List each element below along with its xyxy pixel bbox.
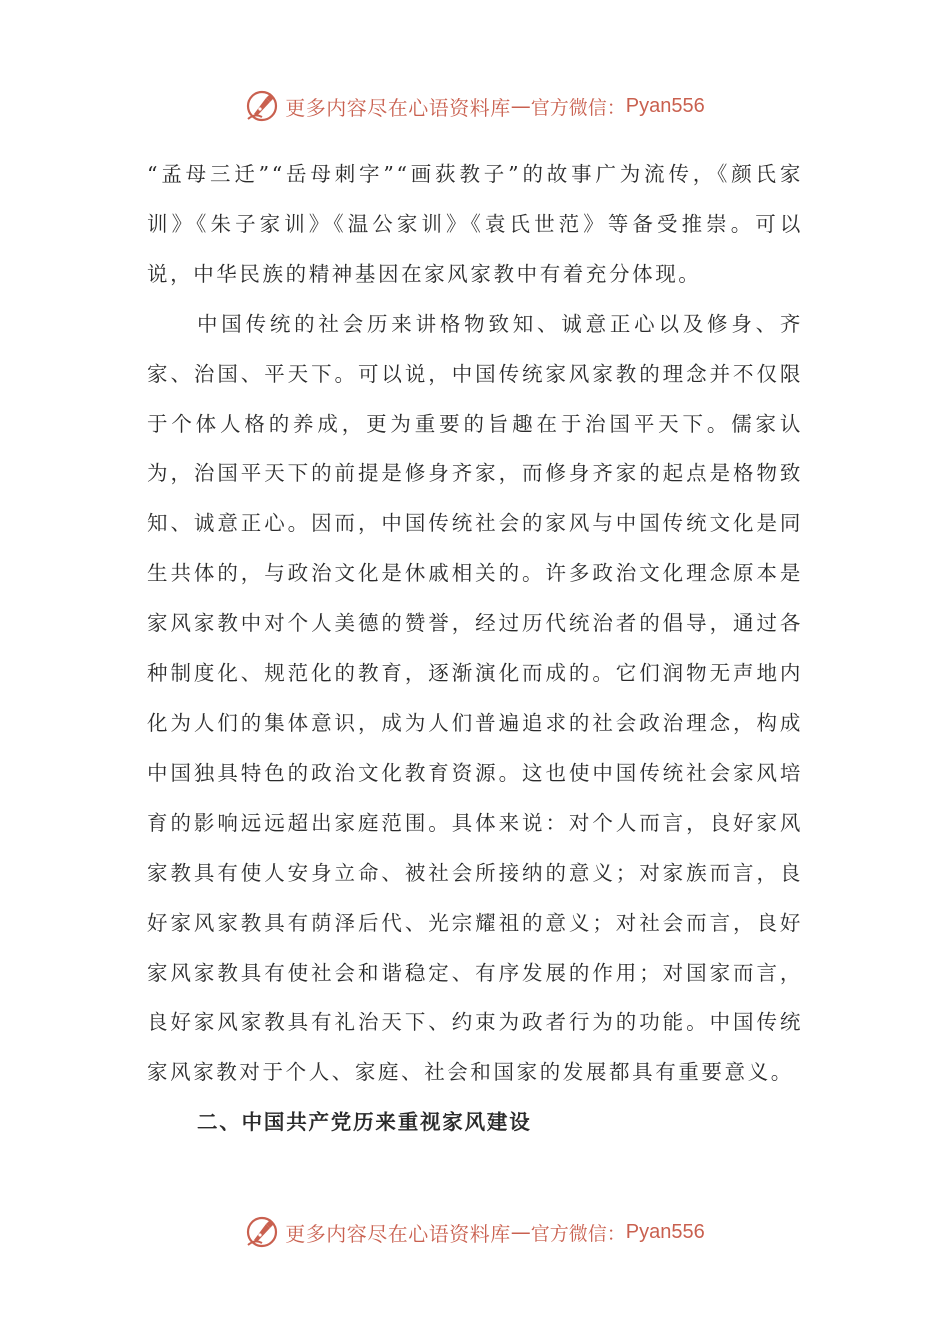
header-banner	[0, 86, 950, 126]
banner-separator: —	[510, 94, 531, 118]
document-body	[147, 150, 803, 1148]
banner-wechat-label: 官方微信：	[530, 96, 626, 119]
pen-nib-logo-icon	[245, 89, 279, 123]
pen-nib-logo-icon	[245, 1215, 279, 1249]
paragraph-1: “孟母三迁”“岳母刺字”“画荻教子”的故事广为流传，《颜氏家训》《朱子家训》《温公家训》《袁氏世范》等备受推崇。可以说，中华民族的精神基因在家风家教中有着充分体现。	[147, 162, 803, 286]
section-heading: 二、中国共产党历来重视家风建设	[197, 1110, 532, 1135]
banner-separator: —	[510, 1220, 531, 1244]
footer-banner	[0, 1212, 950, 1252]
banner-text: 更多内容尽在心语资料库	[285, 1221, 511, 1246]
paragraph-2: 中国传统的社会历来讲格物致知、诚意正心以及修身、齐家、治国、平天下。可以说，中国传统家风家教的理念并不仅限于个体人格的养成，更为重要的旨趣在于治国平天下。儒家认为，治国平天下的前提是修身齐家，而修身齐家的起点是格物致知、诚意正心。因而，中国传统社会的家风与中国传统文化是同生共体的，与政治文化是休戚相关的。许多政治文化理念原本是家风家教中对个人美德的赞誉，经过历代统治者的倡导，通过各种制度化、规范化的教育，逐渐演化而成的。它们润物无声地内化为人们的集体意识，成为人们普遍追求的社会政治理念，构成中国独具特色的政治文化教育资源。这也使中国传统社会家风培育的影响远远超出家庭范围。具体来说：对个人而言，良好家风家教具有使人安身立命、被社会所接纳的意义；对家族而言，良好家风家教具有荫泽后代、光宗耀祖的意义；对社会而言，良好家风家教具有使社会和谐稳定、有序发展的作用；对国家而言，良好家风家教具有礼治天下、约束为政者行为的功能。中国传统家风家教对于个人、家庭、社会和国家的发展都具有重要意义。	[147, 311, 803, 1085]
banner-wechat-id: Pyan556	[625, 94, 705, 117]
banner-wechat-id: Pyan556	[625, 1220, 705, 1243]
banner-wechat-label: 官方微信：	[530, 1222, 626, 1245]
banner-text: 更多内容尽在心语资料库	[285, 95, 511, 120]
